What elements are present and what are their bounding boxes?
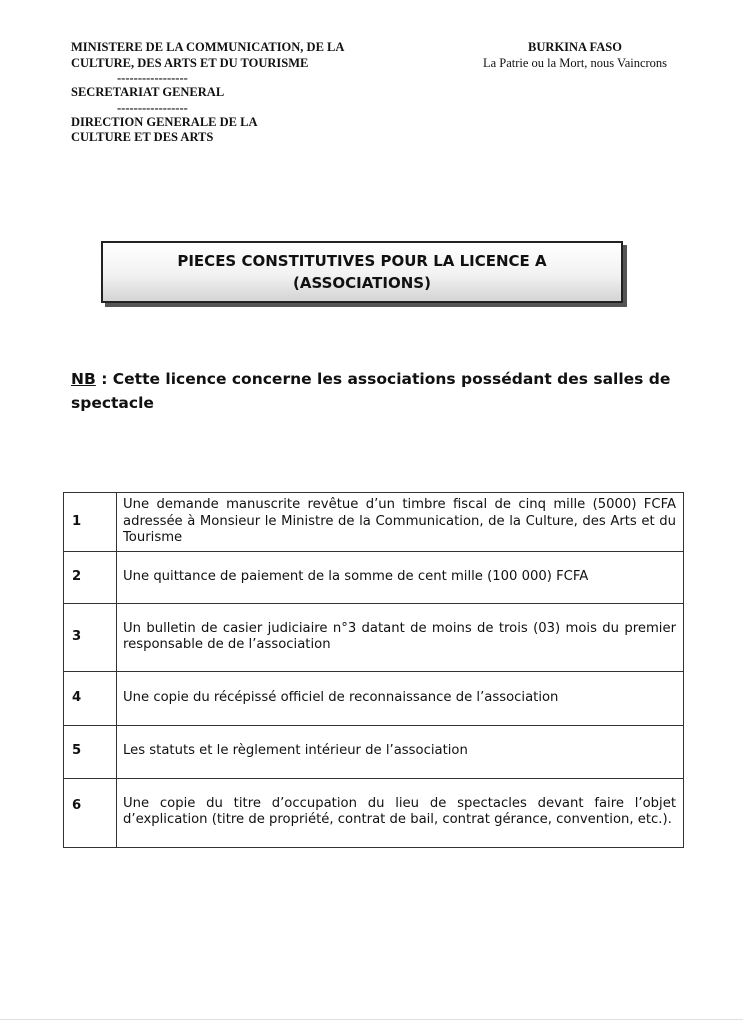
page-edge-divider bbox=[0, 1019, 743, 1020]
direction-name-line2: CULTURE ET DES ARTS bbox=[71, 130, 214, 144]
item-number: 5 bbox=[64, 725, 117, 778]
direction-name-line1: DIRECTION GENERALE DE LA bbox=[71, 114, 258, 129]
table-row bbox=[64, 551, 684, 603]
item-text: Une copie du titre d’occupation du lieu de spectacles devant faire l’objet d’explication (titre de propriété, contrat de bail, contrat gérance, convention, etc.). bbox=[117, 778, 684, 847]
item-text: Une demande manuscrite revêtue d’un timbre fiscal de cinq mille (5000) FCFA adressée à Monsieur le Ministre de la Communication, de la Culture, des Arts et du Tourisme bbox=[117, 493, 684, 552]
national-motto: La Patrie ou la Mort, nous Vaincrons bbox=[482, 55, 668, 70]
item-number: 2 bbox=[64, 551, 117, 603]
document-title-line2: (ASSOCIATIONS) bbox=[293, 274, 431, 292]
secretariat-name: SECRETARIAT GENERAL bbox=[71, 85, 225, 99]
item-text: Un bulletin de casier judiciaire n°3 datant de moins de trois (03) mois du premier responsable de de l’association bbox=[117, 603, 684, 671]
item-text: Les statuts et le règlement intérieur de l’association bbox=[117, 725, 684, 778]
item-text: Une copie du récépissé officiel de reconnaissance de l’association bbox=[117, 671, 684, 725]
item-number: 6 bbox=[64, 778, 117, 847]
item-number: 3 bbox=[64, 603, 117, 671]
item-text: Une quittance de paiement de la somme de cent mille (100 000) FCFA bbox=[117, 551, 684, 603]
note-separator: : bbox=[95, 370, 113, 388]
ministry-name-line2: CULTURE, DES ARTS ET DU TOURISME bbox=[71, 55, 309, 70]
note-label: NB bbox=[71, 370, 96, 388]
document-title-line1: PIECES CONSTITUTIVES POUR LA LICENCE A bbox=[177, 252, 547, 270]
document-title-box bbox=[101, 241, 623, 303]
requirements-table bbox=[63, 492, 684, 848]
item-number: 4 bbox=[64, 671, 117, 725]
country-name: BURKINA FASO bbox=[528, 40, 622, 54]
note-text: Cette licence concerne les associations possédant des salles de spectacle bbox=[71, 370, 671, 412]
header-separator: ----------------- bbox=[117, 71, 188, 85]
table-row bbox=[64, 671, 684, 725]
table-row bbox=[64, 725, 684, 778]
country-header bbox=[460, 40, 690, 71]
table-row bbox=[64, 778, 684, 847]
ministry-header bbox=[71, 40, 411, 146]
ministry-name-line1: MINISTERE DE LA COMMUNICATION, DE LA bbox=[71, 40, 345, 54]
note bbox=[71, 367, 671, 415]
table-row bbox=[64, 493, 684, 552]
table-row bbox=[64, 603, 684, 671]
header-separator: ----------------- bbox=[117, 100, 188, 115]
item-number: 1 bbox=[64, 493, 117, 552]
